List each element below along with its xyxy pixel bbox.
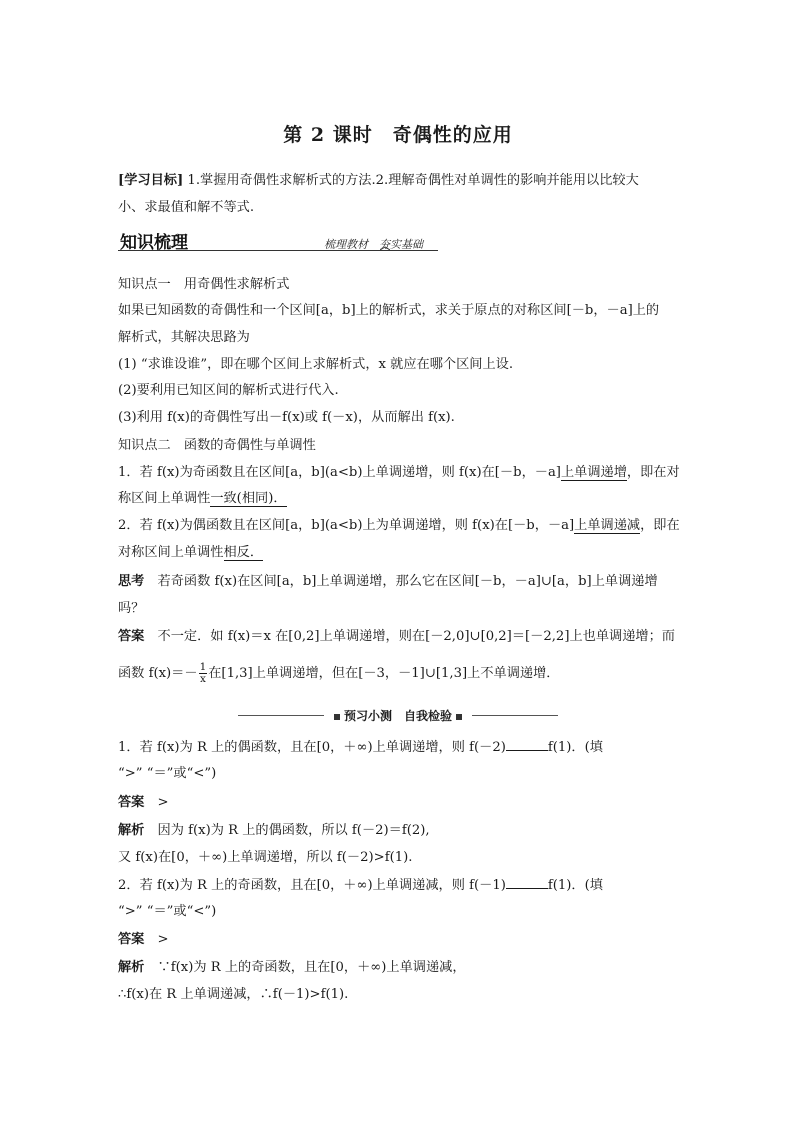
- square-bullet-icon: [334, 714, 340, 720]
- kp1-line-4: (2)要利用已知区间的解析式进行代入.: [118, 383, 339, 398]
- think-a2-pre: 函数 f(x)＝－: [118, 666, 198, 681]
- q2-explanation-2: ∴f(x)在 R 上单调递减，∴f(－1)>f(1).: [118, 987, 349, 1002]
- divider-line-right: [472, 715, 558, 716]
- objective-text-2: 小、求最值和解不等式.: [118, 200, 255, 215]
- q1-explanation-2: 又 f(x)在[0，＋∞)上单调递增，所以 f(－2)>f(1).: [118, 850, 413, 865]
- learning-objective-line-1: [118, 172, 678, 190]
- q2-answer-label: 答案: [118, 932, 145, 947]
- section-subtitle: 梳理教材 夯实基础: [324, 238, 423, 251]
- q1-blank: [506, 738, 548, 751]
- q2-answer: [118, 931, 678, 949]
- q1-stem-a: 1．若 f(x)为 R 上的偶函数，且在[0，＋∞)上单调递增，则 f(－2): [118, 740, 506, 755]
- kp1-heading: 知识点一 用奇偶性求解析式: [118, 277, 290, 292]
- q1-answer-value: >: [144, 795, 169, 810]
- section-header: [118, 228, 678, 258]
- section-title: 知识梳理: [120, 233, 188, 253]
- q1-answer: [118, 794, 678, 812]
- think-answer-2: [118, 662, 678, 685]
- think-question-1: [118, 573, 678, 591]
- q2-exp1: ∵f(x)为 R 上的奇函数，且在[0，＋∞)上单调递减，: [144, 960, 466, 975]
- kp2-p1-tail: ，即在对: [626, 465, 680, 480]
- think-answer-1: [118, 628, 678, 646]
- kp2-p2-text: 2．若 f(x)为偶函数且在区间[a，b](a<b)上为单调递增，则 f(x)在[－b，－a]: [118, 518, 575, 533]
- q1-explanation-1: [118, 822, 678, 840]
- q2-answer-value: >: [144, 932, 169, 947]
- q1-explanation-label: 解析: [118, 823, 145, 838]
- kp2-p1-cont-underlined: 一致(相同)．: [210, 491, 287, 506]
- kp2-p1-cont-text: 称区间上单调性: [118, 491, 211, 506]
- kp2-heading: 知识点二 函数的奇偶性与单调性: [118, 438, 316, 453]
- think-q1: 若奇函数 f(x)在区间[a，b]上单调递增，那么它在区间[－b，－a]∪[a，b]上单调递增: [144, 574, 658, 589]
- think-answer-label: 答案: [118, 629, 145, 644]
- q2-explanation-1: [118, 959, 678, 977]
- q1-stem-c: “>” “＝”或“<”): [118, 766, 217, 781]
- q1-stem-b: f(1)．(填: [547, 740, 603, 755]
- kp2-p2-cont-text: 对称区间上单调性: [118, 545, 224, 560]
- kp2-point-2-cont: [118, 544, 678, 562]
- q2-explanation-label: 解析: [118, 960, 145, 975]
- fraction: [199, 662, 208, 685]
- think-a2-post: 在[1,3]上单调递增，但在[－3，－1]∪[1,3]上不单调递增．: [208, 666, 560, 681]
- fraction-denominator: x: [199, 673, 206, 685]
- page-title: 第 2 课时 奇偶性的应用: [283, 124, 513, 146]
- kp2-p2-underlined: 上单调递减: [574, 518, 641, 533]
- think-q2: 吗？: [118, 601, 145, 616]
- kp1-line-5: (3)利用 f(x)的奇偶性写出－f(x)或 f(－x)，从而解出 f(x).: [118, 410, 455, 425]
- kp1-line-3: (1) “求谁设谁”，即在哪个区间上求解析式，x 就应在哪个区间上设.: [118, 357, 514, 372]
- divider-text: 预习小测 自我检验: [343, 709, 452, 723]
- kp1-line-2: 解析式，其解决思路为: [118, 330, 250, 345]
- kp2-p2-cont-underlined: 相反．: [223, 545, 264, 560]
- q2-stem-c: “>” “＝”或“<”): [118, 904, 217, 919]
- square-bullet-icon: [456, 714, 462, 720]
- section-tick-icon: [380, 246, 390, 252]
- practice-divider: [238, 707, 558, 725]
- q1-stem: [118, 738, 678, 757]
- kp2-p2-tail: ，即在: [640, 518, 680, 533]
- think-a1: 不一定．如 f(x)＝x 在[0,2]上单调递增，则在[－2,0]∪[0,2]＝[－2,2]上也单调递增；而: [144, 629, 675, 644]
- q2-stem: [118, 876, 678, 895]
- q2-stem-a: 2．若 f(x)为 R 上的奇函数，且在[0，＋∞)上单调递减，则 f(－1): [118, 878, 506, 893]
- kp2-p1-text: 1．若 f(x)为奇函数且在区间[a，b](a<b)上单调递增，则 f(x)在[－b，－a]: [118, 465, 561, 480]
- kp2-point-1: [118, 464, 678, 482]
- kp1-line-1: 如果已知函数的奇偶性和一个区间[a，b]上的解析式，求关于原点的对称区间[－b，－a]上的: [118, 303, 660, 318]
- q1-answer-label: 答案: [118, 795, 145, 810]
- kp2-point-2: [118, 517, 678, 535]
- think-label: 思考: [118, 574, 145, 589]
- objective-text-1: 1.掌握用奇偶性求解析式的方法.2.理解奇偶性对单调性的影响并能用以比较大: [183, 173, 639, 188]
- q1-exp1: 因为 f(x)为 R 上的偶函数，所以 f(－2)＝f(2),: [144, 823, 430, 838]
- q2-stem-b: f(1)．(填: [547, 878, 603, 893]
- q2-blank: [506, 876, 548, 889]
- objective-label: [学习目标]: [118, 173, 184, 188]
- section-rule: [118, 250, 318, 251]
- kp2-p1-underlined: 上单调递增: [560, 465, 627, 480]
- fraction-numerator: 1: [199, 661, 207, 673]
- kp2-point-1-cont: [118, 490, 678, 508]
